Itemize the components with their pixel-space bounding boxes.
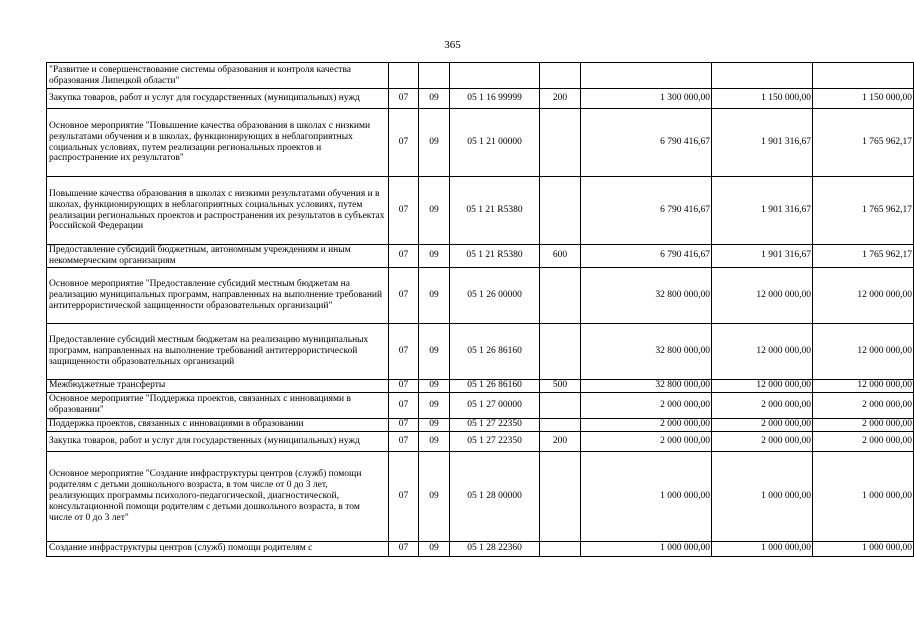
table-row bbox=[47, 451, 914, 541]
table-row bbox=[47, 89, 914, 109]
section-cell: 07 bbox=[389, 431, 419, 451]
amount-year1-cell: 32 800 000,00 bbox=[581, 323, 712, 379]
amount-year3-cell: 12 000 000,00 bbox=[813, 267, 914, 323]
amount-year2-cell: 12 000 000,00 bbox=[712, 323, 813, 379]
amount-year3-cell: 1 765 962,17 bbox=[813, 177, 914, 245]
amount-year3-cell: 1 765 962,17 bbox=[813, 245, 914, 268]
item-name-cell: Основное мероприятие "Поддержка проектов, связанных с инновациями в образовании" bbox=[47, 392, 389, 418]
amount-year2-cell: 1 000 000,00 bbox=[712, 541, 813, 556]
section-cell: 07 bbox=[389, 177, 419, 245]
target-article-cell: 05 1 27 22350 bbox=[450, 431, 540, 451]
section-cell: 07 bbox=[389, 245, 419, 268]
section-cell: 07 bbox=[389, 541, 419, 556]
amount-year1-cell: 6 790 416,67 bbox=[581, 109, 712, 177]
amount-year3-cell: 1 000 000,00 bbox=[813, 541, 914, 556]
budget-table bbox=[46, 62, 914, 557]
amount-year1-cell: 32 800 000,00 bbox=[581, 267, 712, 323]
section-cell: 07 bbox=[389, 89, 419, 109]
expense-type-cell: 200 bbox=[540, 431, 581, 451]
item-name-cell: Создание инфраструктуры центров (служб) помощи родителям с bbox=[47, 541, 389, 556]
subsection-cell: 09 bbox=[419, 245, 450, 268]
expense-type-cell bbox=[540, 418, 581, 431]
amount-year1-cell: 2 000 000,00 bbox=[581, 431, 712, 451]
target-article-cell bbox=[450, 63, 540, 89]
expense-type-cell bbox=[540, 392, 581, 418]
target-article-cell: 05 1 27 22350 bbox=[450, 418, 540, 431]
amount-year1-cell: 2 000 000,00 bbox=[581, 418, 712, 431]
amount-year3-cell: 2 000 000,00 bbox=[813, 431, 914, 451]
amount-year2-cell: 2 000 000,00 bbox=[712, 392, 813, 418]
item-name-cell: Предоставление субсидий бюджетным, автономным учреждениям и иным некоммерческим организациям bbox=[47, 245, 389, 268]
table-row bbox=[47, 177, 914, 245]
amount-year2-cell: 1 901 316,67 bbox=[712, 177, 813, 245]
item-name-cell: Основное мероприятие "Создание инфраструктуры центров (служб) помощи родителям с детьми дошкольного возраста, в том числе от 0 до 3 лет, реализующих программы психолого-педагогической, диагностической, консультационной помощи родителям с детьми дошкольного возраста, в том числе от 0 до 3 лет" bbox=[47, 451, 389, 541]
subsection-cell: 09 bbox=[419, 418, 450, 431]
target-article-cell: 05 1 21 R5380 bbox=[450, 177, 540, 245]
table-row bbox=[47, 245, 914, 268]
amount-year3-cell bbox=[813, 63, 914, 89]
item-name-cell: Основное мероприятие "Повышение качества образования в школах с низкими результатами обучения и в школах, функционирующих в неблагоприятных социальных условиях, путем реализации региональных проектов и распространение их результатов" bbox=[47, 109, 389, 177]
table-row bbox=[47, 418, 914, 431]
amount-year3-cell: 12 000 000,00 bbox=[813, 379, 914, 392]
amount-year3-cell: 1 765 962,17 bbox=[813, 109, 914, 177]
amount-year1-cell: 6 790 416,67 bbox=[581, 245, 712, 268]
subsection-cell: 09 bbox=[419, 392, 450, 418]
target-article-cell: 05 1 21 R5380 bbox=[450, 245, 540, 268]
target-article-cell: 05 1 28 22360 bbox=[450, 541, 540, 556]
item-name-cell: Закупка товаров, работ и услуг для государственных (муниципальных) нужд bbox=[47, 89, 389, 109]
section-cell: 07 bbox=[389, 418, 419, 431]
table-row bbox=[47, 379, 914, 392]
subsection-cell: 09 bbox=[419, 379, 450, 392]
expense-type-cell bbox=[540, 541, 581, 556]
expense-type-cell bbox=[540, 109, 581, 177]
table-row bbox=[47, 109, 914, 177]
amount-year2-cell: 12 000 000,00 bbox=[712, 379, 813, 392]
amount-year3-cell: 2 000 000,00 bbox=[813, 418, 914, 431]
expense-type-cell bbox=[540, 323, 581, 379]
amount-year1-cell: 2 000 000,00 bbox=[581, 392, 712, 418]
target-article-cell: 05 1 26 86160 bbox=[450, 323, 540, 379]
target-article-cell: 05 1 26 00000 bbox=[450, 267, 540, 323]
amount-year2-cell: 12 000 000,00 bbox=[712, 267, 813, 323]
item-name-cell: Межбюджетные трансферты bbox=[47, 379, 389, 392]
subsection-cell: 09 bbox=[419, 451, 450, 541]
target-article-cell: 05 1 26 86160 bbox=[450, 379, 540, 392]
target-article-cell: 05 1 16 99999 bbox=[450, 89, 540, 109]
amount-year3-cell: 2 000 000,00 bbox=[813, 392, 914, 418]
section-cell: 07 bbox=[389, 392, 419, 418]
subsection-cell: 09 bbox=[419, 109, 450, 177]
section-cell: 07 bbox=[389, 109, 419, 177]
subsection-cell: 09 bbox=[419, 541, 450, 556]
target-article-cell: 05 1 27 00000 bbox=[450, 392, 540, 418]
amount-year2-cell: 1 901 316,67 bbox=[712, 109, 813, 177]
page-number: 365 bbox=[444, 39, 461, 51]
target-article-cell: 05 1 21 00000 bbox=[450, 109, 540, 177]
section-cell: 07 bbox=[389, 451, 419, 541]
expense-type-cell: 200 bbox=[540, 89, 581, 109]
item-name-cell: Закупка товаров, работ и услуг для государственных (муниципальных) нужд bbox=[47, 431, 389, 451]
amount-year3-cell: 1 150 000,00 bbox=[813, 89, 914, 109]
amount-year2-cell: 1 150 000,00 bbox=[712, 89, 813, 109]
amount-year2-cell: 2 000 000,00 bbox=[712, 418, 813, 431]
target-article-cell: 05 1 28 00000 bbox=[450, 451, 540, 541]
expense-type-cell bbox=[540, 63, 581, 89]
expense-type-cell: 600 bbox=[540, 245, 581, 268]
amount-year2-cell bbox=[712, 63, 813, 89]
item-name-cell: Основное мероприятие "Предоставление субсидий местным бюджетам на реализацию муниципальных программ, направленных на выполнение требований антитеррористической защищенности образовательных организаций" bbox=[47, 267, 389, 323]
amount-year3-cell: 1 000 000,00 bbox=[813, 451, 914, 541]
amount-year2-cell: 2 000 000,00 bbox=[712, 431, 813, 451]
subsection-cell: 09 bbox=[419, 89, 450, 109]
subsection-cell: 09 bbox=[419, 267, 450, 323]
table-row bbox=[47, 323, 914, 379]
amount-year1-cell: 32 800 000,00 bbox=[581, 379, 712, 392]
section-cell: 07 bbox=[389, 267, 419, 323]
amount-year2-cell: 1 901 316,67 bbox=[712, 245, 813, 268]
amount-year1-cell: 1 300 000,00 bbox=[581, 89, 712, 109]
table-row bbox=[47, 541, 914, 556]
subsection-cell: 09 bbox=[419, 431, 450, 451]
amount-year2-cell: 1 000 000,00 bbox=[712, 451, 813, 541]
table-row bbox=[47, 267, 914, 323]
amount-year3-cell: 12 000 000,00 bbox=[813, 323, 914, 379]
section-cell bbox=[389, 63, 419, 89]
subsection-cell bbox=[419, 63, 450, 89]
expense-type-cell: 500 bbox=[540, 379, 581, 392]
item-name-cell: Повышение качества образования в школах с низкими результатами обучения и в школах, функционирующих в неблагоприятных социальных условиях, путем реализации региональных проектов и распространения их результатов в субъектах Российской Федерации bbox=[47, 177, 389, 245]
item-name-cell: Предоставление субсидий местным бюджетам на реализацию муниципальных программ, направленных на выполнение требований антитеррористической защищенности образовательных организаций bbox=[47, 323, 389, 379]
expense-type-cell bbox=[540, 451, 581, 541]
subsection-cell: 09 bbox=[419, 177, 450, 245]
subsection-cell: 09 bbox=[419, 323, 450, 379]
table-row bbox=[47, 63, 914, 89]
expense-type-cell bbox=[540, 177, 581, 245]
item-name-cell: "Развитие и совершенствование системы образования и контроля качества образования Липецкой области" bbox=[47, 63, 389, 89]
amount-year1-cell: 6 790 416,67 bbox=[581, 177, 712, 245]
amount-year1-cell: 1 000 000,00 bbox=[581, 541, 712, 556]
expense-type-cell bbox=[540, 267, 581, 323]
amount-year1-cell bbox=[581, 63, 712, 89]
table-row bbox=[47, 431, 914, 451]
amount-year1-cell: 1 000 000,00 bbox=[581, 451, 712, 541]
section-cell: 07 bbox=[389, 379, 419, 392]
section-cell: 07 bbox=[389, 323, 419, 379]
item-name-cell: Поддержка проектов, связанных с инновациями в образовании bbox=[47, 418, 389, 431]
table-row bbox=[47, 392, 914, 418]
